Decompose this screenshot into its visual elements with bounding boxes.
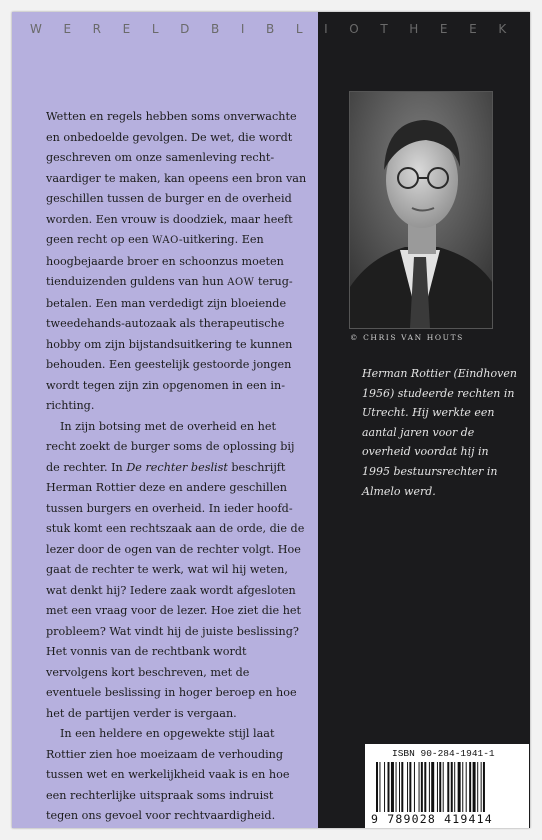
photo-credit: © CHRIS VAN HOUTS — [350, 333, 464, 342]
isbn-label: ISBN 90-284-1941-1 — [392, 748, 495, 759]
author-photo — [349, 91, 493, 329]
blurb-text — [46, 107, 308, 827]
ean-digits: 9 789028 419414 — [371, 812, 493, 826]
blurb-paragraph-2: In zijn botsing met de overheid en het recht zoekt de burger soms de oplossing bij de rechter. In De rechter beslist beschrijft Herman Rottier deze en andere geschillen tussen burgers en overheid. In ieder hoofdstuk komt een rechtszaak aan de orde, die de lezer door de ogen van de rechter volgt. Hoe gaat de rechter te werk, wat wil hij weten, wat denkt hij? Iedere zaak wordt afgesloten met een vraag voor de lezer. Hoe ziet die het probleem? Wat vindt hij de juiste beslissing? Het vonnis van de rechtbank wordt vervolgens kort beschreven, met de eventuele beslissing in hoger beroep en hoe het de partijen verder is vergaan. — [46, 419, 305, 720]
blurb-paragraph-3: In een heldere en opgewekte stijl laat Rottier zien hoe moeizaam de verhouding tussen wet en werkelijkheid vaak is en hoe een rechterlijke uitspraak soms indruist tegen ons gevoel voor rechtvaardigheid. — [46, 727, 290, 822]
author-bio: Herman Rottier (Eindhoven 1956) studeerde rechten in Utrecht. Hij werkte een aantal jaren voor de overheid voordat hij in 1995 bestuursrechter in Almelo werd. — [362, 367, 517, 498]
barcode-icon — [376, 762, 522, 812]
author-portrait-image — [350, 92, 492, 328]
series-name: W E R E L D B I B L I O T H E E K — [30, 22, 516, 36]
wao-abbrev: WAO — [152, 235, 179, 246]
book-title: De rechter beslist — [126, 460, 228, 474]
blurb-paragraph-1: Wetten en regels hebben soms onverwachte en onbedoelde gevolgen. De wet, die wordt geschreven om onze samenleving rechtvaardiger te maken, kan opeens een bron van geschillen tussen de burger en de overheid worden. Een vrouw is doodziek, maar heeft geen recht op een WAO-uitkering. Een hoogbejaarde broer en schoonzus moeten tienduizenden guldens van hun AOW terugbetalen. Een man verdedigt zijn bloeiende tweedehands-autozaak als therapeutische hobby om zijn bijstandsuitkering te kunnen behouden. Een geestelijk gestoorde jongen wordt tegen zijn zin opgenomen in een inrichting. — [46, 110, 307, 412]
aow-abbrev: AOW — [227, 277, 255, 288]
